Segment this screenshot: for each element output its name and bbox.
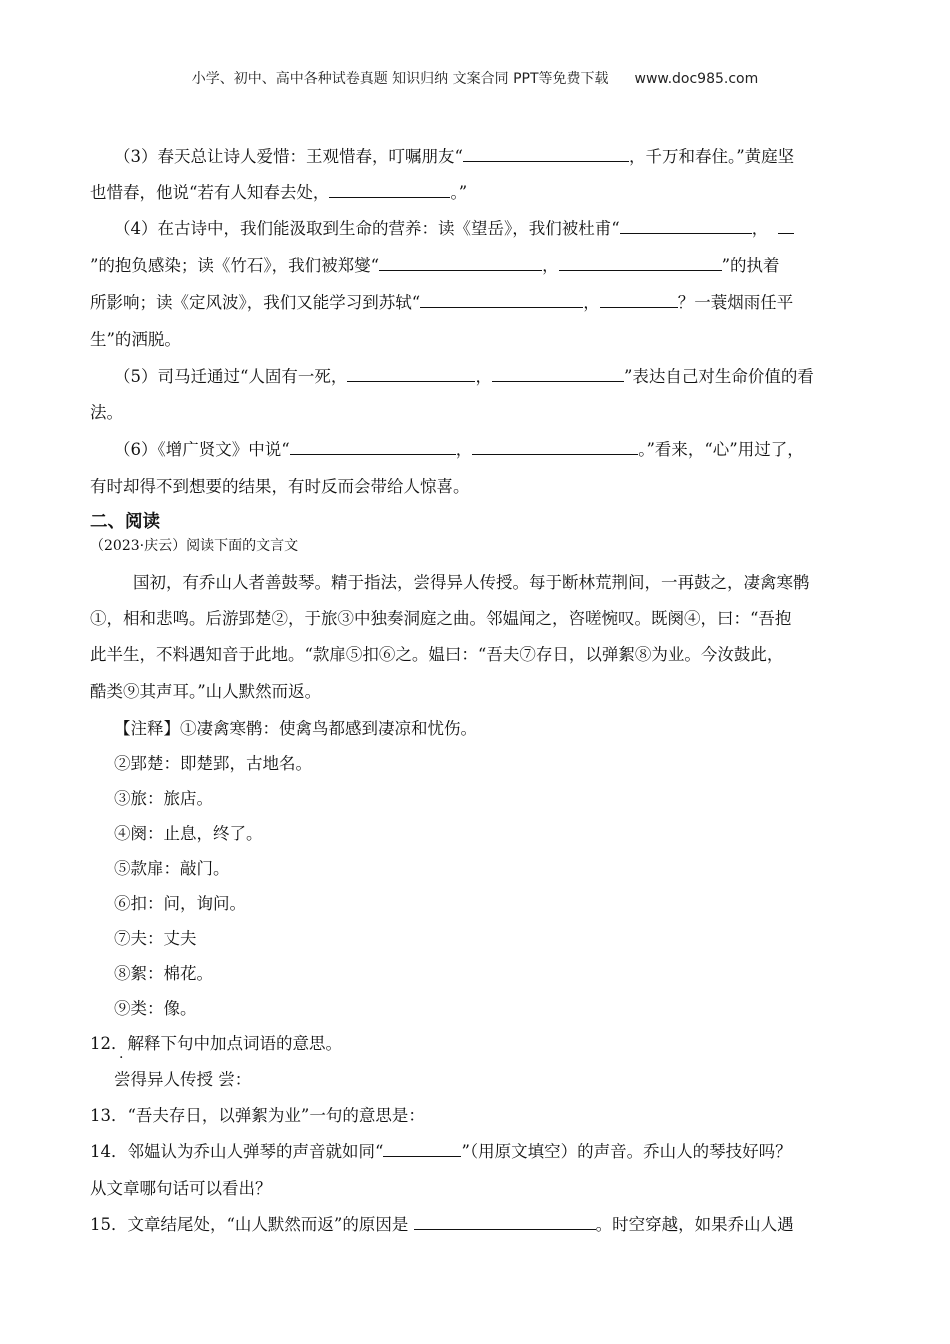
note-3: ③旅：旅店。 bbox=[114, 789, 213, 808]
passage-line-4: 酷类⑨其声耳。”山人默然而返。 bbox=[90, 682, 322, 701]
q13-stem: 13．“吾夫存日，以弹絮为业”一句的意思是： bbox=[90, 1106, 425, 1125]
q5-blank-1[interactable] bbox=[347, 364, 475, 382]
q4-line3: 所影响；读《定风波》，我们又能学习到苏轼“ ， ？一蓑烟雨任平 bbox=[90, 285, 793, 320]
note-5: ⑤款扉：敲门。 bbox=[114, 859, 230, 878]
passage-line-2: ①，相和悲鸣。后游郢楚②，于旅③中独奏洞庭之曲。邻媪闻之，咨嗟惋叹。既阕④，曰：“吾抱 bbox=[90, 609, 792, 628]
q12-stem: 12．解释下句中加点词语的意思。 bbox=[90, 1034, 342, 1053]
q3-line1: （3）春天总让诗人爱惜：王观惜春，叮嘱朋友“ ，千万和春住。”黄庭坚 bbox=[114, 139, 794, 174]
q4-blank-1[interactable] bbox=[620, 216, 752, 234]
q12-item: 尝得异人传授 尝： bbox=[114, 1062, 251, 1097]
header-url[interactable]: www.doc985.com bbox=[634, 71, 759, 87]
q4-blank-4[interactable] bbox=[559, 253, 722, 271]
passage-source: （2023·庆云）阅读下面的文言文 bbox=[90, 538, 299, 554]
note-4: ④阕：止息，终了。 bbox=[114, 824, 263, 843]
q6-line2: 有时却得不到想要的结果，有时反而会带给人惊喜。 bbox=[90, 477, 470, 496]
q4-line2: ”的抱负感染；读《竹石》，我们被郑燮“ ， ”的执着 bbox=[90, 248, 780, 283]
q14-blank[interactable] bbox=[383, 1139, 461, 1157]
dotted-word: 尝 bbox=[114, 1070, 131, 1089]
q4-line4: 生”的洒脱。 bbox=[90, 330, 181, 349]
note-6: ⑥扣：问，询问。 bbox=[114, 894, 246, 913]
q6-blank-1[interactable] bbox=[290, 437, 456, 455]
page-header bbox=[0, 68, 950, 88]
q5-line1: （5）司马迁通过“人固有一死， ， ”表达自己对生命价值的看 bbox=[114, 359, 814, 394]
q15-blank[interactable] bbox=[414, 1212, 596, 1230]
q4-blank-2[interactable] bbox=[778, 216, 794, 234]
q4-blank-5[interactable] bbox=[420, 290, 583, 308]
q3-blank-1[interactable] bbox=[463, 144, 629, 162]
q5-blank-2[interactable] bbox=[492, 364, 624, 382]
q6-blank-2[interactable] bbox=[472, 437, 638, 455]
note-2: ②郢楚：即楚郢，古地名。 bbox=[114, 754, 312, 773]
q3-blank-2[interactable] bbox=[329, 180, 450, 198]
q14-line1: 14．邻媪认为乔山人弹琴的声音就如同“ ”（用原文填空）的声音。乔山人的琴技好吗？ bbox=[90, 1134, 792, 1169]
q4-blank-6[interactable] bbox=[600, 290, 678, 308]
note-9: ⑨类：像。 bbox=[114, 999, 197, 1018]
q14-line2: 从文章哪句话可以看出？ bbox=[90, 1179, 272, 1198]
passage-line-3: 此半生，不料遇知音于此地。“款扉⑤扣⑥之。媪曰：“吾夫⑦存日，以弹絮⑧为业。今汝鼓此， bbox=[90, 645, 784, 664]
passage-line-1: 国初，有乔山人者善鼓琴。精于指法，尝得异人传授。每于断林荒荆间，一再鼓之，凄禽寒鹘 bbox=[133, 573, 810, 592]
q4-line1: （4）在古诗中，我们能汲取到生命的营养：读《望岳》，我们被杜甫“ ， bbox=[114, 211, 794, 246]
q3-line2: 也惜春，他说“若有人知春去处， 。” bbox=[90, 175, 467, 210]
header-text: 小学、初中、高中各种试卷真题 知识归纳 文案合同 PPT等免费下载 bbox=[191, 71, 609, 87]
q5-line2: 法。 bbox=[90, 403, 123, 422]
q6-line1: （6）《增广贤文》中说“ ， 。”看来，“心”用过了， bbox=[114, 432, 804, 467]
section-title: 二、阅读 bbox=[90, 512, 160, 532]
note-1: 【注释】①凄禽寒鹘：使禽鸟都感到凄凉和忧伤。 bbox=[114, 719, 477, 738]
q15-line1: 15．文章结尾处，“山人默然而返”的原因是 。时空穿越，如果乔山人遇 bbox=[90, 1207, 794, 1242]
note-8: ⑧絮：棉花。 bbox=[114, 964, 213, 983]
note-7: ⑦夫：丈夫 bbox=[114, 929, 197, 948]
q4-blank-3[interactable] bbox=[379, 253, 542, 271]
